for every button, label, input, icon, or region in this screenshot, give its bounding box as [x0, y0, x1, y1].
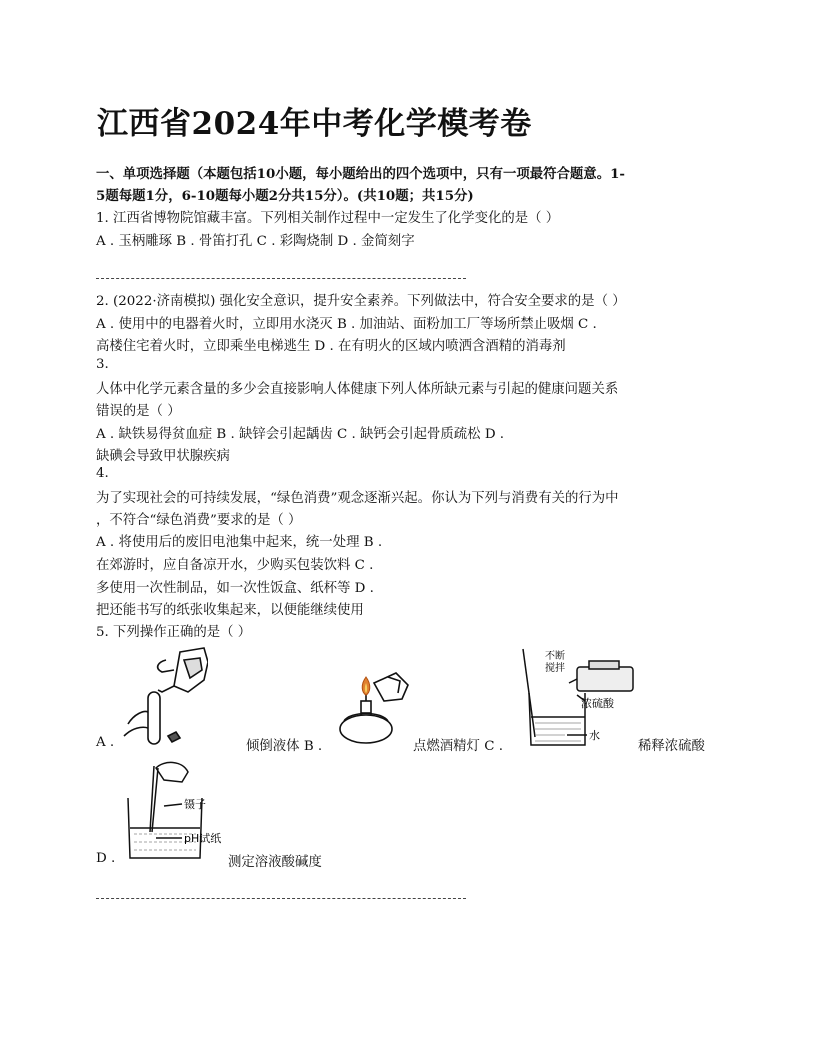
q2-line1: 2. (2022·济南模拟) 强化安全意识，提升安全素养。下列做法中，符合安全要求的是（ ）: [96, 294, 626, 309]
figC-stir1: 不断: [545, 651, 565, 662]
page-title: 江西省2024年中考化学模考卷: [97, 106, 532, 142]
divider-bottom: [96, 898, 466, 899]
section-heading-line1: 一、单项选择题（本题包括10小题，每小题给出的四个选项中，只有一项最符合题意。1-: [96, 166, 625, 182]
q5-stem: 5. 下列操作正确的是（ ）: [96, 625, 252, 640]
figC-acid-label: 浓硫酸: [581, 697, 614, 710]
q4-line5: 多使用一次性制品，如一次性饭盒、纸杯等 D .: [96, 581, 374, 596]
figure-pour-liquid: [118, 640, 208, 750]
q1-options: A . 玉柄雕琢 B . 骨笛打孔 C . 彩陶烧制 D . 金简刻字: [96, 234, 415, 249]
q2-line2: A . 使用中的电器着火时，立即用水浇灭 B . 加油站、面粉加工厂等场所禁止吸烟 C .: [96, 317, 597, 332]
q5-optA-letter: A .: [96, 735, 115, 750]
q4-line6: 把还能书写的纸张收集起来，以便能继续使用: [96, 603, 364, 618]
q4-line1: 为了实现社会的可持续发展，“绿色消费”观念逐渐兴起。你认为下列与消费有关的行为中: [96, 491, 619, 506]
q5-optD-letter: D .: [96, 851, 116, 866]
q3-line1: 人体中化学元素含量的多少会直接影响人体健康下列人体所缺元素与引起的健康问题关系: [96, 382, 619, 397]
figure-dilute-acid: [515, 645, 640, 750]
q3-line2: 错误的是（ ）: [96, 404, 181, 419]
q4-line2: ，不符合“绿色消费”要求的是（ ）: [96, 513, 302, 528]
q5-optB-caption: 点燃酒精灯 C .: [413, 739, 503, 754]
figD-tweezers-label: 镊子: [184, 798, 206, 811]
q5-optC-caption: 稀释浓硫酸: [638, 739, 705, 754]
figure-alcohol-lamp: [330, 655, 415, 750]
q4-line4: 在郊游时，应自备凉开水，少购买包装饮料 C .: [96, 558, 374, 573]
q4-number: 4.: [96, 466, 109, 481]
q3-line4: 缺碘会导致甲状腺疾病: [96, 449, 230, 464]
figure-ph-test: [120, 758, 230, 863]
section-heading-line2: 5题每题1分，6-10题每小题2分共15分）。(共10题；共15分): [96, 188, 474, 204]
figC-water-label: 水: [589, 729, 600, 742]
q3-line3: A . 缺铁易得贫血症 B . 缺锌会引起龋齿 C . 缺钙会引起骨质疏松 D .: [96, 427, 505, 442]
q3-number: 3.: [96, 357, 109, 372]
q5-optD-caption: 测定溶液酸碱度: [228, 855, 322, 870]
figC-stir2: 搅拌: [545, 663, 565, 674]
q1-stem: 1. 江西省博物院馆藏丰富。下列相关制作过程中一定发生了化学变化的是（ ）: [96, 211, 560, 226]
divider: [96, 278, 466, 279]
q2-line3: 高楼住宅着火时，立即乘坐电梯逃生 D . 在有明火的区域内喷洒含酒精的消毒剂: [96, 339, 566, 354]
figD-paper-label: pH试纸: [184, 832, 222, 845]
q5-optA-caption: 倾倒液体 B .: [246, 739, 323, 754]
q4-line3: A . 将使用后的废旧电池集中起来，统一处理 B .: [96, 535, 383, 550]
